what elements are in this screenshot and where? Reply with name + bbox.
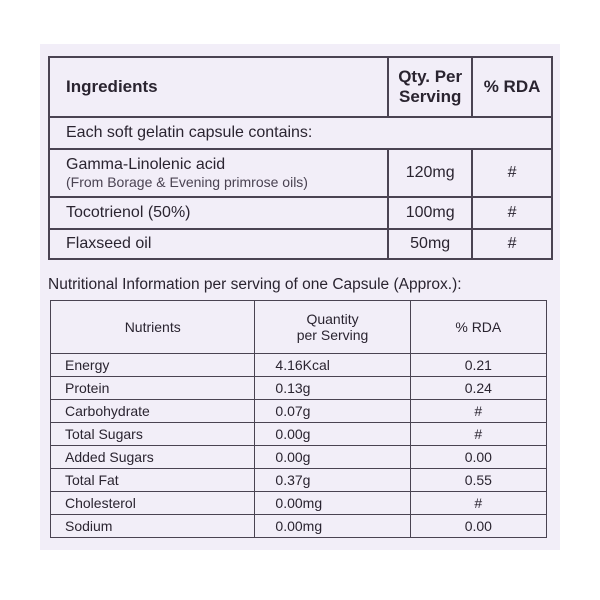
nutrient-qty: 4.16Kcal xyxy=(255,354,410,377)
nutrient-name: Total Sugars xyxy=(51,423,255,446)
nutrient-qty: 0.00mg xyxy=(255,492,410,515)
nutrient-name: Total Fat xyxy=(51,469,255,492)
nutrition-row xyxy=(51,423,547,446)
nutrient-name: Sodium xyxy=(51,515,255,538)
nutrients-header: Nutrients xyxy=(51,301,255,354)
nutrition-row xyxy=(51,446,547,469)
ingredient-qty: 50mg xyxy=(388,229,472,259)
nutrient-qty: 0.37g xyxy=(255,469,410,492)
nutrition-rda-header: % RDA xyxy=(410,301,546,354)
nutrient-name: Protein xyxy=(51,377,255,400)
qty-header-line1: Qty. Per xyxy=(398,67,463,86)
ingredient-row xyxy=(49,229,552,259)
nutrient-name: Carbohydrate xyxy=(51,400,255,423)
ingredient-name xyxy=(49,149,388,197)
nutrition-row xyxy=(51,492,547,515)
ingredient-rda: # xyxy=(472,229,552,259)
quantity-header xyxy=(255,301,410,354)
ingredients-table xyxy=(48,56,553,260)
ingredient-qty: 120mg xyxy=(388,149,472,197)
nutrition-row xyxy=(51,515,547,538)
ingredients-header-row xyxy=(49,57,552,117)
ingredient-name: Tocotrienol (50%) xyxy=(49,197,388,229)
nutrition-row xyxy=(51,469,547,492)
nutrient-rda: # xyxy=(410,492,546,515)
nutrient-rda: 0.00 xyxy=(410,515,546,538)
nutrient-qty: 0.00mg xyxy=(255,515,410,538)
ingredient-rda: # xyxy=(472,149,552,197)
nutrition-row xyxy=(51,377,547,400)
ingredient-qty: 100mg xyxy=(388,197,472,229)
nutrient-qty: 0.00g xyxy=(255,446,410,469)
ingredients-header: Ingredients xyxy=(49,57,388,117)
qty-header xyxy=(388,57,472,117)
quantity-header-line2: per Serving xyxy=(296,327,369,343)
ingredient-row xyxy=(49,197,552,229)
nutrient-rda: 0.21 xyxy=(410,354,546,377)
ingredient-source: (From Borage & Evening primrose oils) xyxy=(66,174,308,190)
ingredient-name: Flaxseed oil xyxy=(49,229,388,259)
nutrient-name: Energy xyxy=(51,354,255,377)
intro-row xyxy=(49,117,552,149)
nutrient-qty: 0.13g xyxy=(255,377,410,400)
ingredient-title: Gamma-Linolenic acid xyxy=(66,156,226,173)
intro-text: Each soft gelatin capsule contains: xyxy=(49,117,552,149)
nutrient-rda: 0.55 xyxy=(410,469,546,492)
nutrient-qty: 0.00g xyxy=(255,423,410,446)
nutrient-name: Added Sugars xyxy=(51,446,255,469)
quantity-header-line1: Quantity xyxy=(306,311,359,327)
ingredient-row xyxy=(49,149,552,197)
nutrient-rda: 0.00 xyxy=(410,446,546,469)
nutrient-name: Cholesterol xyxy=(51,492,255,515)
nutrition-caption: Nutritional Information per serving of one Capsule (Approx.): xyxy=(48,276,462,293)
nutrition-table xyxy=(50,300,547,538)
qty-header-line2: Serving xyxy=(398,87,462,106)
nutrition-header-row xyxy=(51,301,547,354)
nutrient-rda: # xyxy=(410,423,546,446)
nutrition-row xyxy=(51,400,547,423)
nutrient-qty: 0.07g xyxy=(255,400,410,423)
rda-header: % RDA xyxy=(472,57,552,117)
nutrient-rda: 0.24 xyxy=(410,377,546,400)
ingredient-rda: # xyxy=(472,197,552,229)
nutrient-rda: # xyxy=(410,400,546,423)
nutrition-row xyxy=(51,354,547,377)
